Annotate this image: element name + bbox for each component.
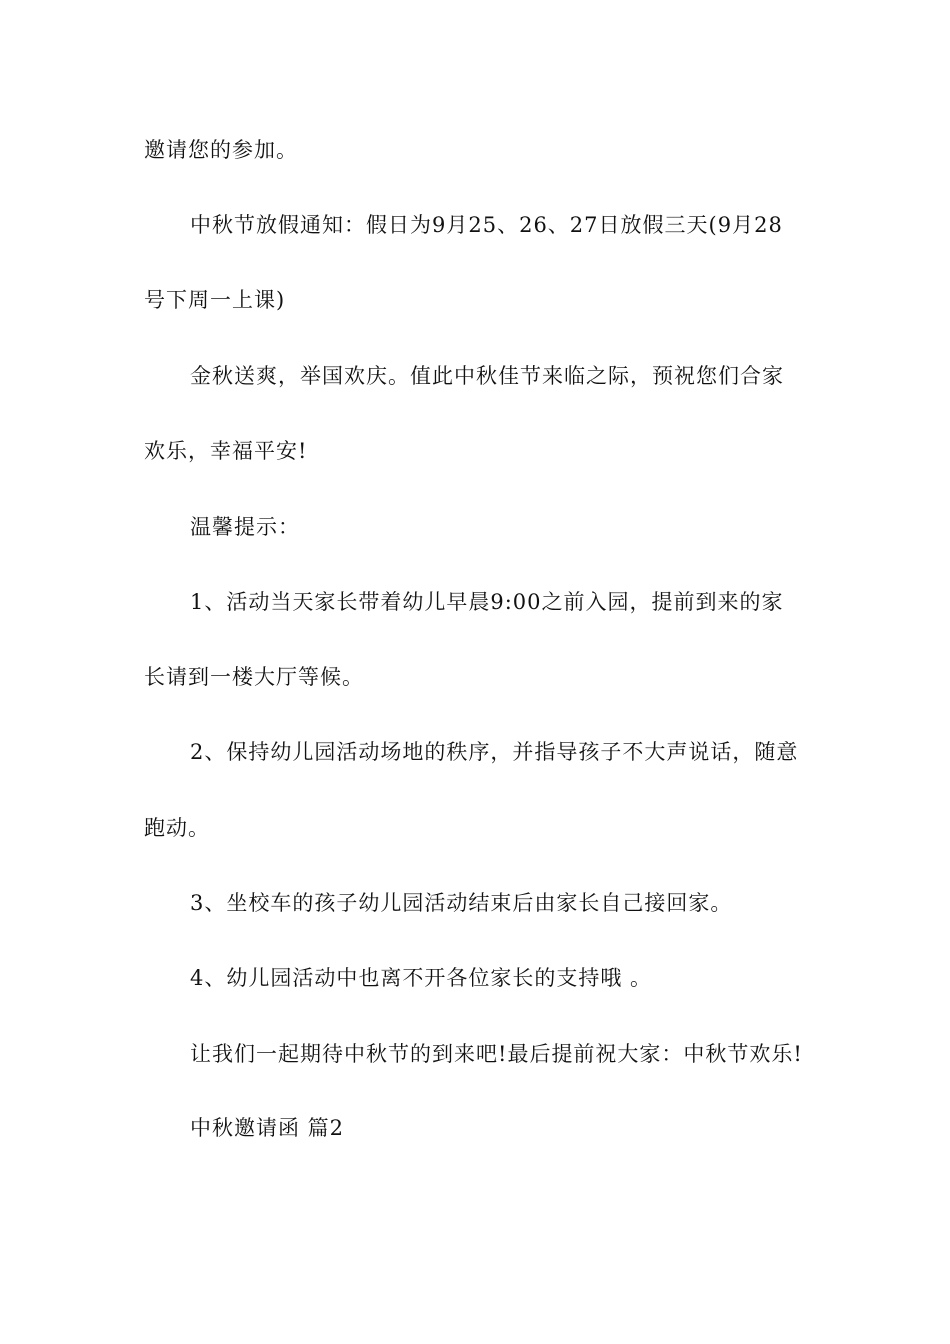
text-line: 中秋节放假通知：假日为9月25、26、27日放假三天(9月28 [190,213,783,237]
text-line: 让我们一起期待中秋节的到来吧!最后提前祝大家：中秋节欢乐! [190,1042,803,1066]
text-line: 4、幼儿园活动中也离不开各位家长的支持哦 。 [190,966,653,990]
text-line: 欢乐，幸福平安! [144,439,308,463]
text-line: 中秋邀请函 篇2 [190,1116,345,1140]
text-line: 长请到一楼大厅等候。 [144,665,364,689]
text-line: 3、坐校车的孩子幼儿园活动结束后由家长自己接回家。 [190,891,733,915]
text-line: 跑动。 [144,816,210,840]
text-line: 2、保持幼儿园活动场地的秩序，并指导孩子不大声说话，随意 [190,740,799,764]
text-line: 1、活动当天家长带着幼儿早晨9:00之前入园，提前到来的家 [190,590,784,614]
text-line: 号下周一上课) [144,288,286,312]
text-line: 邀请您的参加。 [144,138,298,162]
text-line: 金秋送爽，举国欢庆。值此中秋佳节来临之际，预祝您们合家 [190,364,784,388]
text-line: 温馨提示： [190,515,300,539]
